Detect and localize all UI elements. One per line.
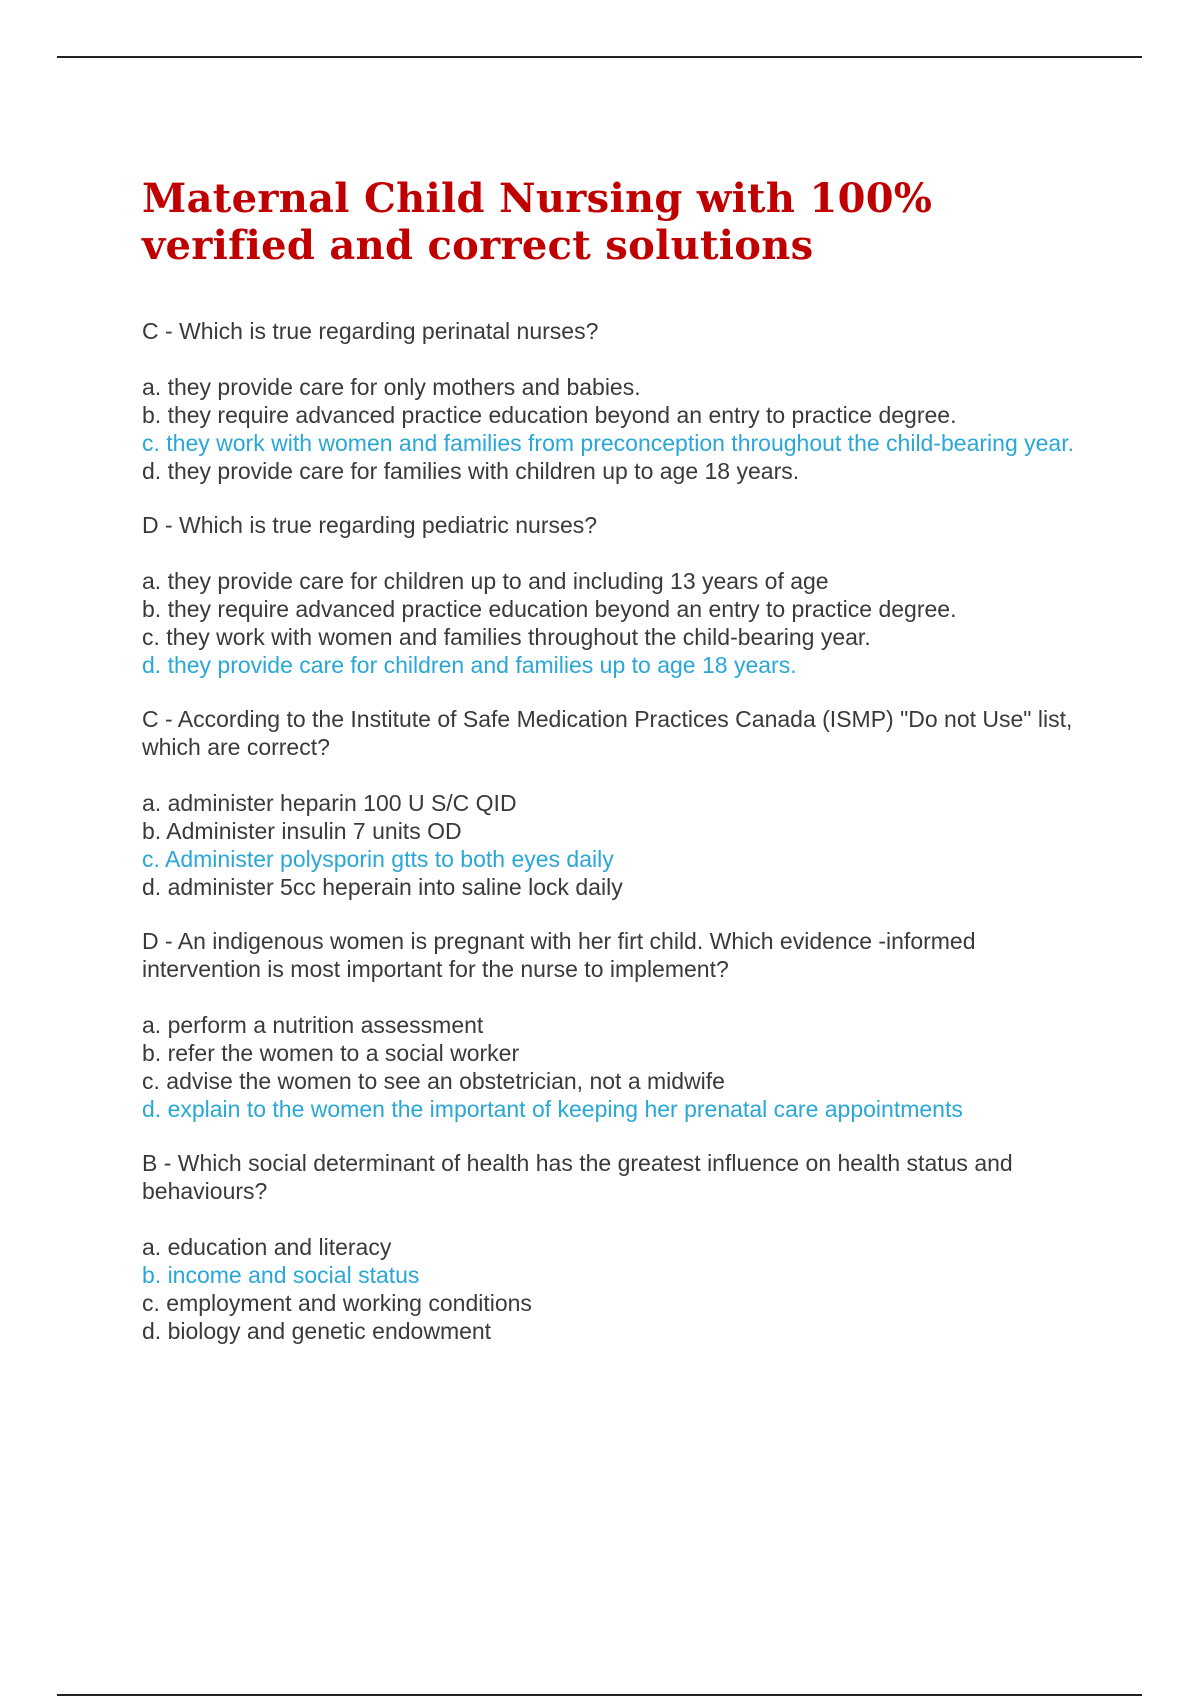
answer-option-d: d. they provide care for families with children up to age 18 years. <box>142 458 800 484</box>
question-text: B - Which social determinant of health has the greatest influence on health status and behaviours? <box>142 1150 1013 1204</box>
question-block-5 <box>142 1149 1092 1345</box>
answer-option-c-correct: c. Administer polysporin gtts to both eyes daily <box>142 846 614 872</box>
answer-option-d-correct: d. explain to the women the important of keeping her prenatal care appointments <box>142 1096 963 1122</box>
question-text: C - Which is true regarding perinatal nurses? <box>142 318 599 344</box>
answer-option-c: c. advise the women to see an obstetrician, not a midwife <box>142 1068 725 1094</box>
document-title: Maternal Child Nursing with 100% verified and correct solutions <box>142 175 933 269</box>
answer-option-b: b. refer the women to a social worker <box>142 1040 520 1066</box>
answer-option-d: d. biology and genetic endowment <box>142 1318 492 1344</box>
question-text: D - Which is true regarding pediatric nurses? <box>142 512 598 538</box>
answer-option-a: a. they provide care for only mothers and babies. <box>142 374 641 400</box>
answer-option-b: b. they require advanced practice education beyond an entry to practice degree. <box>142 596 957 622</box>
answer-option-d-correct: d. they provide care for children and families up to age 18 years. <box>142 652 797 678</box>
answer-option-a: a. education and literacy <box>142 1234 392 1260</box>
question-block-2 <box>142 511 1092 679</box>
answer-option-c: c. employment and working conditions <box>142 1290 532 1316</box>
answer-option-b: b. Administer insulin 7 units OD <box>142 818 462 844</box>
answer-option-b: b. they require advanced practice education beyond an entry to practice degree. <box>142 402 957 428</box>
answer-option-c: c. they work with women and families throughout the child-bearing year. <box>142 624 871 650</box>
answer-option-b-correct: b. income and social status <box>142 1262 420 1288</box>
question-block-4 <box>142 927 1092 1123</box>
question-block-3 <box>142 705 1092 901</box>
answer-option-a: a. administer heparin 100 U S/C QID <box>142 790 517 816</box>
header-rule <box>57 56 1142 58</box>
footer-rule <box>57 1694 1142 1696</box>
answer-option-a: a. perform a nutrition assessment <box>142 1012 484 1038</box>
question-text: D - An indigenous women is pregnant with her firt child. Which evidence -informed intervention is most important for the nurse to implement? <box>142 928 976 982</box>
answer-option-a: a. they provide care for children up to and including 13 years of age <box>142 568 829 594</box>
question-text: C - According to the Institute of Safe Medication Practices Canada (ISMP) "Do not Use" list, which are correct? <box>142 706 1073 760</box>
answer-option-d: d. administer 5cc heperain into saline lock daily <box>142 874 623 900</box>
question-block-1 <box>142 317 1092 485</box>
document-body <box>142 175 1092 1371</box>
answer-option-c-correct: c. they work with women and families from preconception throughout the child-bearing year. <box>142 430 1074 456</box>
